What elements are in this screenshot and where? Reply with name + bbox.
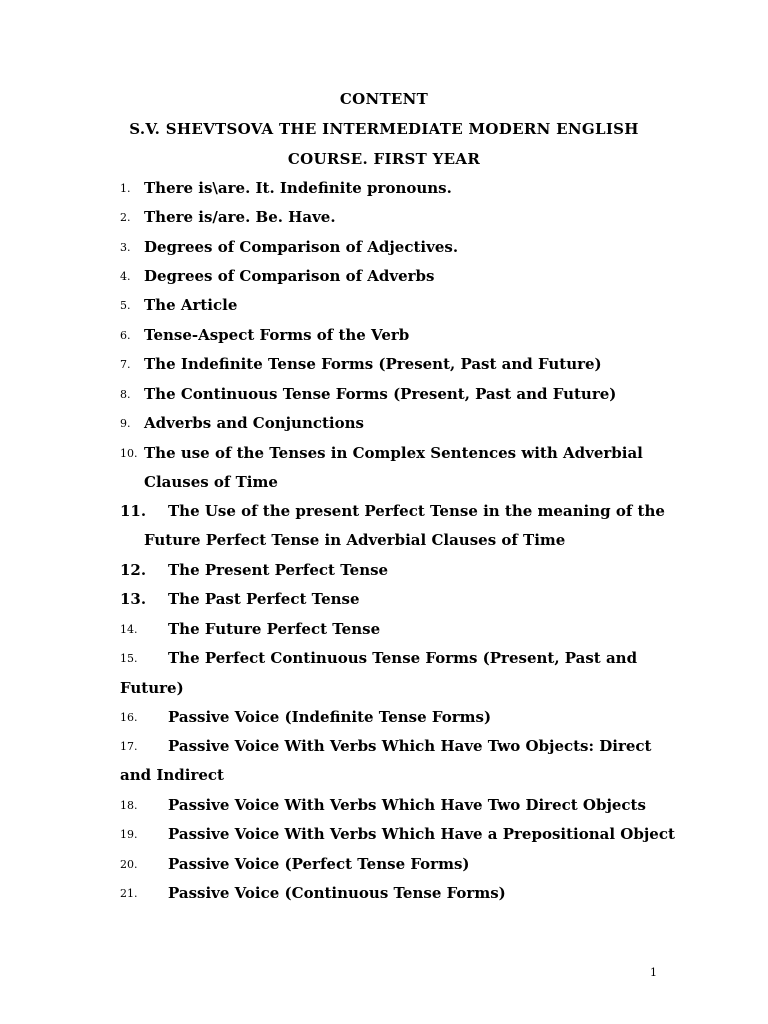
toc-item-text: Degrees of Comparison of Adverbs bbox=[144, 267, 435, 285]
toc-item-17 bbox=[0, 737, 768, 761]
toc-item-15 bbox=[0, 649, 768, 673]
toc-item-text: The Present Perfect Tense bbox=[168, 561, 389, 579]
toc-item-17-continuation bbox=[0, 766, 768, 790]
toc-item-text: The Perfect Continuous Tense Forms (Present, Past and bbox=[168, 649, 638, 667]
toc-item-number: 4. bbox=[120, 270, 131, 283]
subtitle-line-2: COURSE. FIRST YEAR bbox=[287, 150, 481, 168]
toc-item-text: Passive Voice With Verbs Which Have a Prepositional Object bbox=[168, 825, 675, 843]
page-title: CONTENT bbox=[339, 90, 429, 108]
toc-item-11 bbox=[0, 502, 768, 526]
toc-item-number: 5. bbox=[120, 299, 131, 312]
toc-item-4 bbox=[0, 267, 768, 291]
toc-item-text: Tense-Aspect Forms of the Verb bbox=[144, 326, 410, 344]
toc-item-text: Passive Voice With Verbs Which Have Two Objects: Direct bbox=[168, 737, 652, 755]
toc-item-number: 10. bbox=[120, 447, 138, 460]
toc-item-text: and Indirect bbox=[120, 766, 224, 784]
toc-item-number: 12. bbox=[120, 561, 147, 579]
toc-item-number: 17. bbox=[120, 740, 138, 753]
toc-item-text: Future) bbox=[120, 679, 184, 697]
toc-item-text: Passive Voice (Perfect Tense Forms) bbox=[168, 855, 470, 873]
toc-item-number: 8. bbox=[120, 388, 131, 401]
toc-item-11-continuation bbox=[0, 531, 768, 555]
toc-item-19 bbox=[0, 825, 768, 849]
toc-item-12 bbox=[0, 561, 768, 585]
toc-item-15-continuation bbox=[0, 679, 768, 703]
toc-item-text: Passive Voice (Indefinite Tense Forms) bbox=[168, 708, 492, 726]
toc-item-text: The Use of the present Perfect Tense in the meaning of the bbox=[168, 502, 665, 520]
toc-item-number: 6. bbox=[120, 329, 131, 342]
toc-item-text: There is/are. Be. Have. bbox=[144, 208, 336, 226]
toc-item-text: Passive Voice (Continuous Tense Forms) bbox=[168, 884, 506, 902]
toc-item-number: 14. bbox=[120, 623, 138, 636]
toc-item-text: The Article bbox=[144, 296, 238, 314]
toc-item-number: 11. bbox=[120, 502, 147, 520]
toc-item-number: 20. bbox=[120, 858, 138, 871]
toc-item-text: The Future Perfect Tense bbox=[168, 620, 381, 638]
toc-item-number: 9. bbox=[120, 417, 131, 430]
toc-item-number: 16. bbox=[120, 711, 138, 724]
toc-item-number: 21. bbox=[120, 887, 138, 900]
toc-item-6 bbox=[0, 326, 768, 350]
toc-item-16 bbox=[0, 708, 768, 732]
toc-item-7 bbox=[0, 355, 768, 379]
toc-item-13 bbox=[0, 590, 768, 614]
toc-item-21 bbox=[0, 884, 768, 908]
toc-item-3 bbox=[0, 238, 768, 262]
toc-item-text: Future Perfect Tense in Adverbial Clauses of Time bbox=[144, 531, 566, 549]
toc-item-9 bbox=[0, 414, 768, 438]
toc-item-text: The Continuous Tense Forms (Present, Past and Future) bbox=[144, 385, 617, 403]
toc-item-number: 3. bbox=[120, 241, 131, 254]
toc-item-number: 15. bbox=[120, 652, 138, 665]
toc-item-8 bbox=[0, 385, 768, 409]
page-number: 1 bbox=[650, 966, 657, 979]
toc-item-number: 2. bbox=[120, 211, 131, 224]
toc-item-text: Clauses of Time bbox=[144, 473, 278, 491]
toc-item-5 bbox=[0, 296, 768, 320]
toc-item-text: The Past Perfect Tense bbox=[168, 590, 360, 608]
toc-item-number: 1. bbox=[120, 182, 131, 195]
toc-item-1 bbox=[0, 179, 768, 203]
toc-item-14 bbox=[0, 620, 768, 644]
toc-item-20 bbox=[0, 855, 768, 879]
toc-item-2 bbox=[0, 208, 768, 232]
toc-item-text: Degrees of Comparison of Adjectives. bbox=[144, 238, 459, 256]
toc-item-18 bbox=[0, 796, 768, 820]
toc-item-number: 19. bbox=[120, 828, 138, 841]
toc-item-number: 18. bbox=[120, 799, 138, 812]
toc-item-10 bbox=[0, 444, 768, 468]
toc-item-text: Adverbs and Conjunctions bbox=[144, 414, 364, 432]
toc-item-number: 7. bbox=[120, 358, 131, 371]
toc-item-text: The Indefinite Tense Forms (Present, Past and Future) bbox=[144, 355, 602, 373]
toc-item-text: There is\are. It. Indefinite pronouns. bbox=[144, 179, 452, 197]
toc-item-text: The use of the Tenses in Complex Sentences with Adverbial bbox=[144, 444, 643, 462]
toc-item-number: 13. bbox=[120, 590, 147, 608]
toc-item-text: Passive Voice With Verbs Which Have Two Direct Objects bbox=[168, 796, 646, 814]
toc-item-10-continuation bbox=[0, 473, 768, 497]
subtitle-line-1: S.V. SHEVTSOVA THE INTERMEDIATE MODERN ENGLISH bbox=[129, 120, 639, 138]
